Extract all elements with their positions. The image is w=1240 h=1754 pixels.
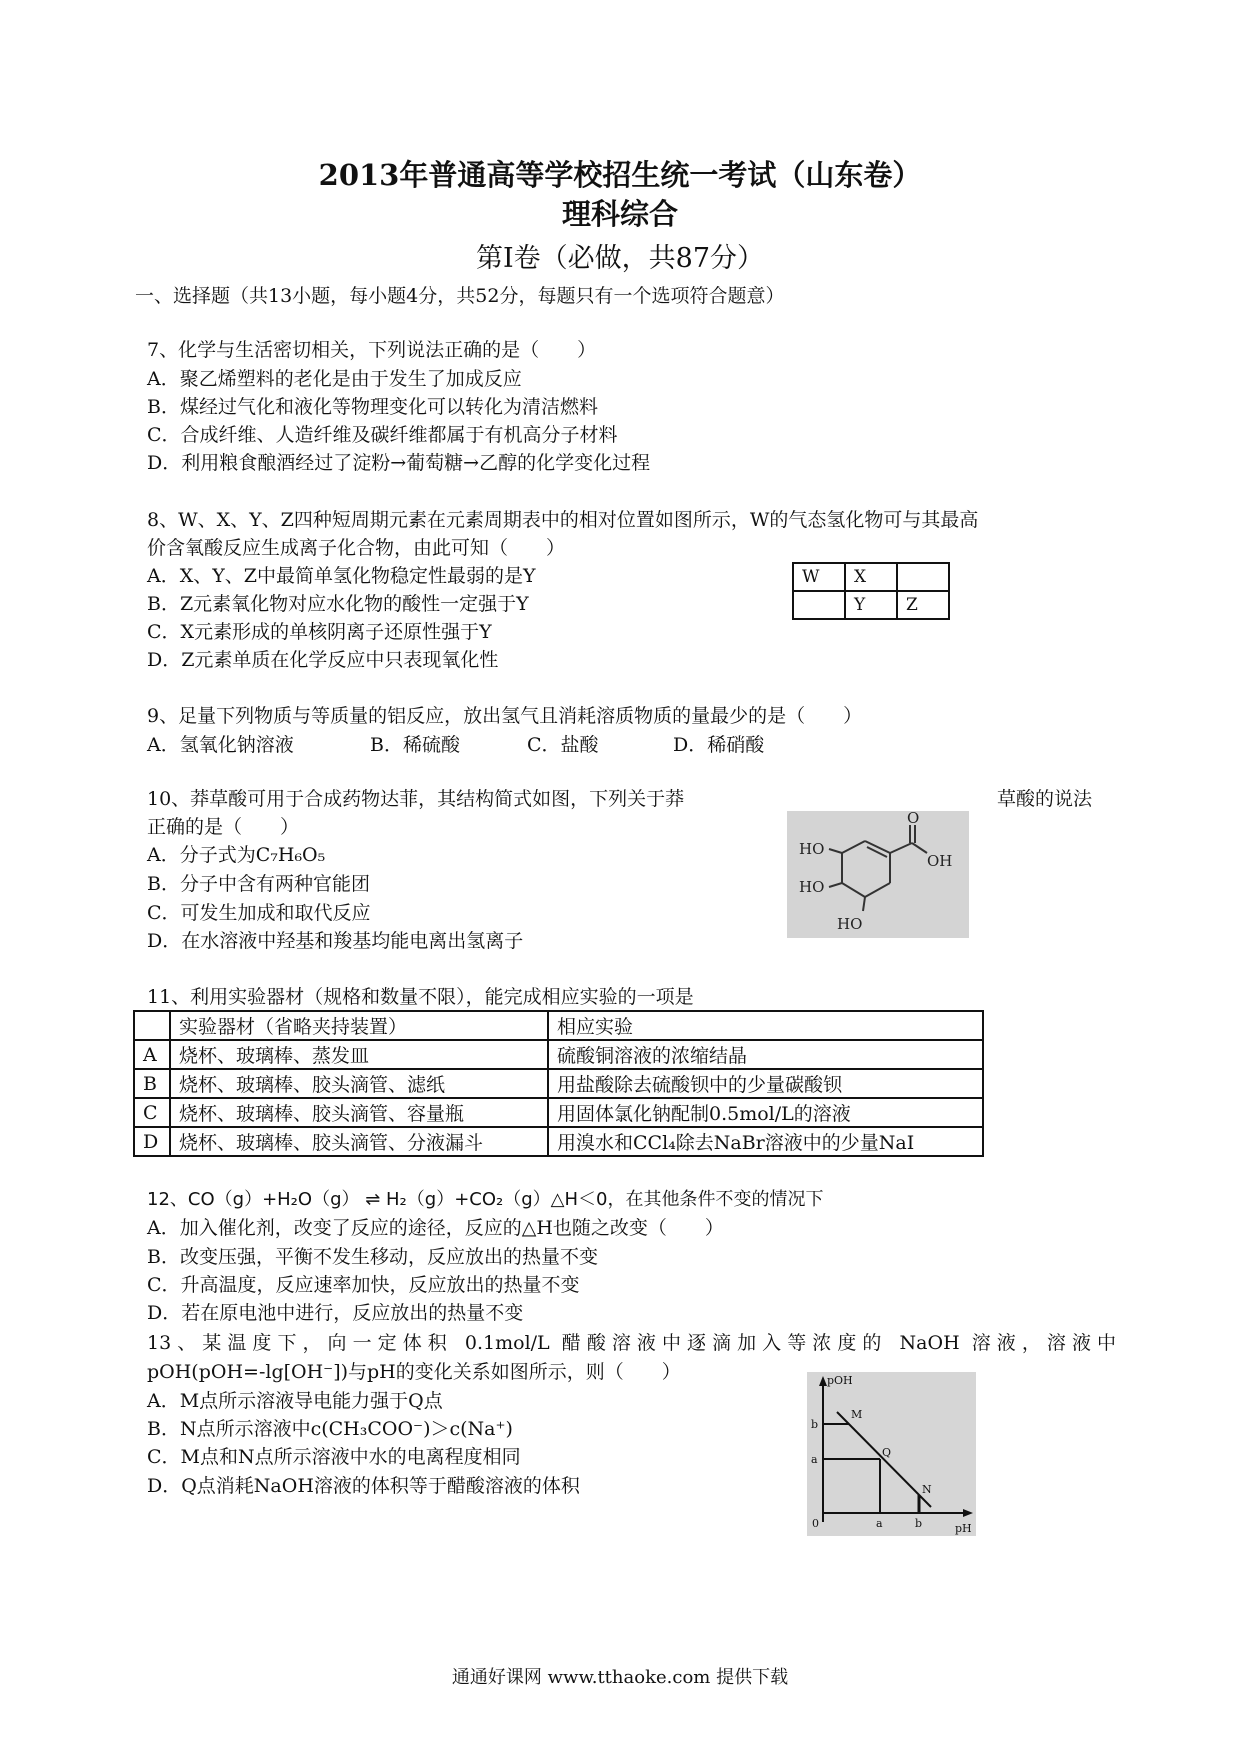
table-row: [134, 1127, 983, 1156]
q9-stem: 9、足量下列物质与等质量的铝反应，放出氢气且消耗溶质物质的量最少的是（ ）: [147, 705, 863, 727]
y-tick-b: b: [811, 1418, 819, 1431]
ho-label: HO: [799, 840, 825, 858]
x-tick-a: a: [876, 1517, 883, 1530]
q11-stem: 11、利用实验器材（规格和数量不限），能完成相应实验的一项是: [147, 986, 694, 1008]
q9-option-b: B．稀硫酸: [370, 734, 460, 756]
x-axis-label: pH: [955, 1522, 972, 1535]
q11-table: [133, 1010, 984, 1157]
table-row: [134, 1098, 983, 1127]
q10-option-b: B．分子中含有两种官能团: [147, 873, 370, 895]
q12-option-a: A．加入催化剂，改变了反应的途径，反应的△H也随之改变（ ）: [147, 1217, 724, 1239]
table-cell: 烧杯、玻璃棒、胶头滴管、滤纸: [170, 1069, 548, 1098]
point-n-label: N: [922, 1483, 932, 1496]
q13-option-d: D．Q点消耗NaOH溶液的体积等于醋酸溶液的体积: [147, 1475, 580, 1497]
grid-cell: W: [793, 563, 845, 591]
q10-stem-line2: 正确的是（ ）: [147, 816, 300, 838]
q12-option-b: B．改变压强，平衡不发生移动，反应放出的热量不变: [147, 1246, 598, 1268]
y-axis-label: pOH: [827, 1374, 853, 1387]
table-cell: C: [134, 1098, 170, 1127]
q8-option-c: C．X元素形成的单核阴离子还原性强于Y: [147, 621, 492, 643]
table-cell: 烧杯、玻璃棒、胶头滴管、容量瓶: [170, 1098, 548, 1127]
table-cell: 用溴水和CCl₄除去NaBr溶液中的少量NaI: [548, 1127, 983, 1156]
grid-cell: Y: [845, 591, 897, 619]
q10-stem-line1b: 草酸的说法: [997, 788, 1093, 810]
q13-option-b: B．N点所示溶液中c(CH₃COO⁻)＞c(Na⁺): [147, 1418, 513, 1440]
table-cell: 烧杯、玻璃棒、胶头滴管、分液漏斗: [170, 1127, 548, 1156]
ho-label: HO: [837, 915, 863, 933]
q9-option-a: A．氢氧化钠溶液: [147, 734, 294, 756]
exam-subject: 理科综合: [561, 197, 678, 231]
table-header: [134, 1011, 170, 1040]
q10-option-c: C．可发生加成和取代反应: [147, 902, 371, 924]
grid-cell: Z: [897, 591, 949, 619]
q8-stem-line2: 价含氧酸反应生成离子化合物，由此可知（ ）: [147, 537, 566, 559]
shikimic-acid-structure: [787, 811, 969, 938]
q10-option-d: D．在水溶液中羟基和羧基均能电离出氢离子: [147, 930, 524, 952]
table-header: 相应实验: [548, 1011, 983, 1040]
q13-option-a: A．M点所示溶液导电能力强于Q点: [147, 1390, 443, 1412]
table-row: [134, 1040, 983, 1069]
q7-option-d: D．利用粮食酿酒经过了淀粉→葡萄糖→乙醇的化学变化过程: [147, 452, 651, 474]
q12-stem: 12、CO（g）+H₂O（g） ⇌ H₂（g）+CO₂（g）△H＜0，在其他条件不变的情况下: [147, 1189, 824, 1210]
grid-cell: X: [845, 563, 897, 591]
q8-stem-line1: 8、W、X、Y、Z四种短周期元素在元素周期表中的相对位置如图所示，W的气态氢化物可与其最高: [147, 509, 979, 531]
grid-cell: [897, 563, 949, 591]
q9-option-c: C．盐酸: [527, 734, 599, 756]
q13-stem-line2: pOH(pOH=-lg[OH⁻])与pH的变化关系如图所示，则（ ）: [147, 1361, 681, 1383]
table-cell: 用盐酸除去硫酸钡中的少量碳酸钡: [548, 1069, 983, 1098]
periodic-position-grid: [792, 562, 950, 620]
table-cell: A: [134, 1040, 170, 1069]
q8-option-a: A．X、Y、Z中最简单氢化物稳定性最弱的是Y: [147, 565, 536, 587]
q13-stem-line1: 13、某温度下，向一定体积 0.1mol/L 醋酸溶液中逐滴加入等浓度的 NaOH 溶液，溶液中: [147, 1332, 1116, 1354]
point-m-label: M: [851, 1408, 863, 1421]
ho-label: HO: [799, 878, 825, 896]
oh-label: OH: [927, 852, 953, 870]
point-q-label: Q: [882, 1446, 892, 1459]
table-cell: B: [134, 1069, 170, 1098]
q7-stem: 7、化学与生活密切相关，下列说法正确的是（ ）: [147, 339, 597, 361]
table-cell: 烧杯、玻璃棒、蒸发皿: [170, 1040, 548, 1069]
q13-option-c: C．M点和N点所示溶液中水的电离程度相同: [147, 1446, 521, 1468]
q7-option-b: B．煤经过气化和液化等物理变化可以转化为清洁燃料: [147, 396, 598, 418]
grid-cell: [793, 591, 845, 619]
x-tick-b: b: [915, 1517, 923, 1530]
y-tick-a: a: [811, 1453, 818, 1466]
q12-option-c: C．升高温度，反应速率加快，反应放出的热量不变: [147, 1274, 580, 1296]
footer-source: 通通好课网 www.tthaoke.com 提供下载: [451, 1667, 789, 1688]
table-cell: D: [134, 1127, 170, 1156]
table-cell: 硫酸铜溶液的浓缩结晶: [548, 1040, 983, 1069]
origin-label: 0: [812, 1517, 819, 1530]
q10-stem-line1a: 10、莽草酸可用于合成药物达菲，其结构简式如图，下列关于莽: [147, 788, 685, 810]
section-heading: 一、选择题（共13小题，每小题4分，共52分，每题只有一个选项符合题意）: [135, 285, 785, 307]
table-row: [134, 1069, 983, 1098]
poh-ph-graph: [807, 1372, 976, 1536]
table-cell: 用固体氯化钠配制0.5mol/L的溶液: [548, 1098, 983, 1127]
table-header: 实验器材（省略夹持装置）: [170, 1011, 548, 1040]
q10-option-a: A．分子式为C₇H₆O₅: [147, 844, 326, 866]
q7-option-a: A．聚乙烯塑料的老化是由于发生了加成反应: [147, 368, 522, 390]
table-header-row: [134, 1011, 983, 1040]
q9-option-d: D．稀硝酸: [673, 734, 765, 756]
q12-option-d: D．若在原电池中进行，反应放出的热量不变: [147, 1302, 524, 1324]
q8-option-d: D．Z元素单质在化学反应中只表现氧化性: [147, 649, 499, 671]
q7-option-c: C．合成纤维、人造纤维及碳纤维都属于有机高分子材料: [147, 424, 618, 446]
exam-title: 2013年普通高等学校招生统一考试（山东卷）: [318, 158, 922, 192]
part-title: 第I卷（必做，共87分）: [475, 243, 765, 274]
o-label: O: [907, 811, 920, 827]
q8-option-b: B．Z元素氧化物对应水化物的酸性一定强于Y: [147, 593, 529, 615]
